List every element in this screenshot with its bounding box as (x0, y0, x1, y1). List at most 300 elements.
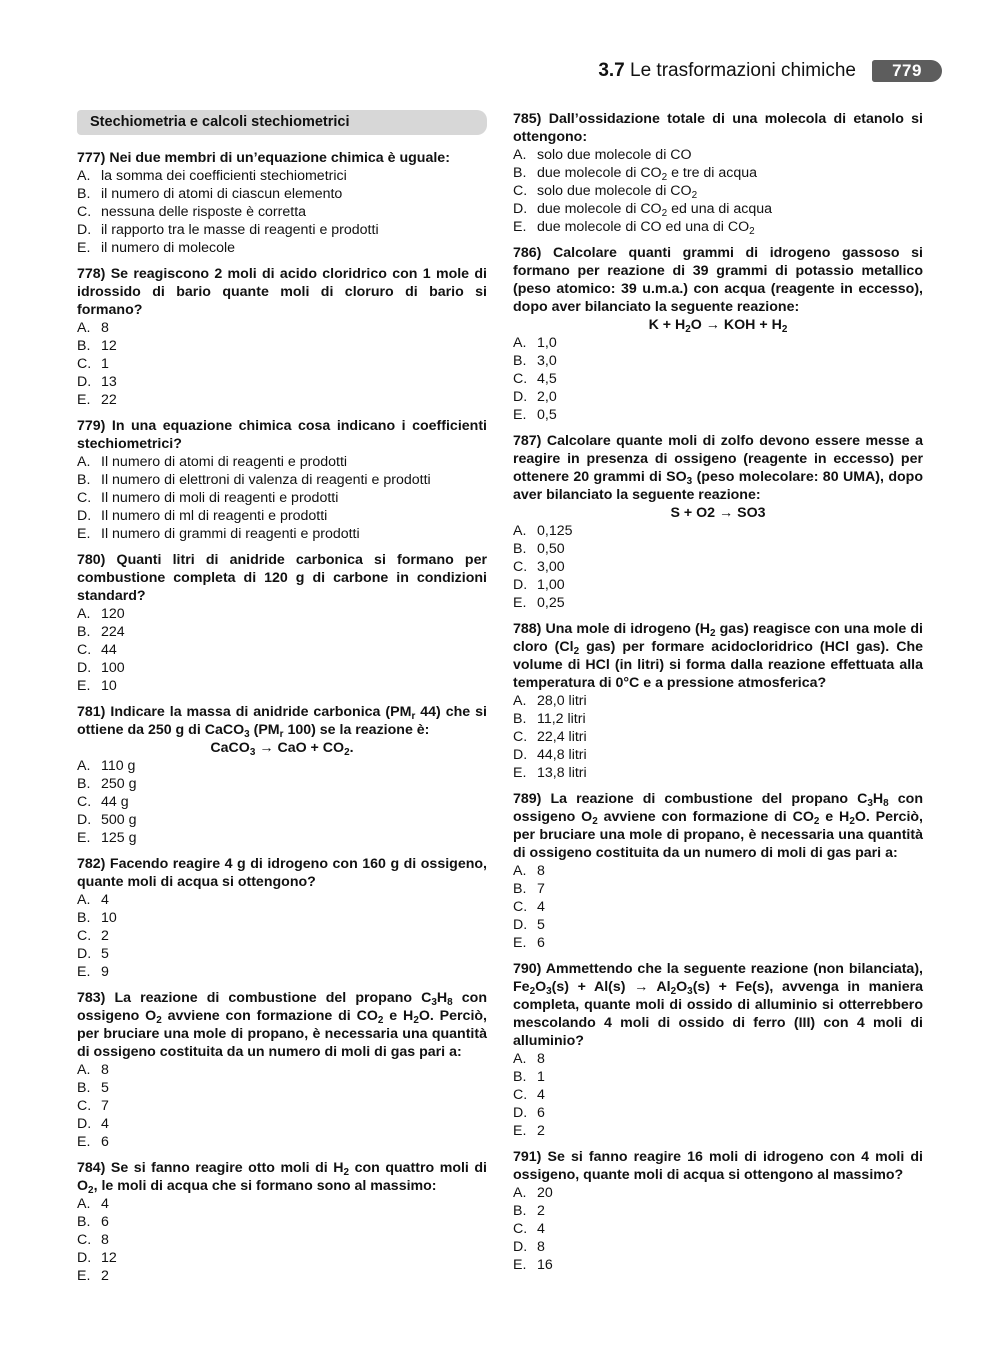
section-title: Stechiometria e calcoli stechiometrici (77, 110, 487, 135)
option-letter: D. (513, 917, 528, 933)
option-text: 2 (101, 1268, 109, 1284)
answer-options (77, 1195, 487, 1285)
option-text: 22,4 litri (537, 729, 587, 745)
option-text: 20 (537, 1185, 553, 1201)
question-body: Indicare la massa di anidride carbonica ($PM_r$ 44) che si ottiene da 250 g di CaCO$_3$ ($PM_r$ 100) se la reazione è: (77, 704, 488, 740)
option-text: il numero di atomi di ciascun elemento (101, 186, 343, 202)
answer-option (513, 352, 923, 370)
option-letter: E. (77, 526, 91, 542)
answer-option (513, 1086, 923, 1104)
option-text: 1,00 (537, 577, 565, 593)
answer-option (77, 453, 487, 471)
option-text: 0,50 (537, 541, 565, 557)
answer-options (513, 1050, 923, 1140)
option-letter: B. (77, 624, 91, 640)
option-letter: C. (513, 371, 528, 387)
option-text: 16 (537, 1257, 553, 1273)
answer-option (77, 829, 487, 847)
answer-option (513, 764, 923, 782)
option-text: 13,8 litri (537, 765, 587, 781)
option-text: 1,0 (537, 335, 557, 351)
option-letter: C. (513, 729, 528, 745)
question-779 (77, 417, 487, 543)
reaction-equation: S + O2 → SO3 (670, 505, 766, 521)
question-text (77, 149, 487, 167)
option-letter: B. (77, 186, 91, 202)
option-letter: E. (513, 219, 527, 235)
option-text: 120 (101, 606, 125, 622)
answer-options (513, 1184, 923, 1274)
answer-option (77, 945, 487, 963)
option-text: il numero di molecole (101, 240, 236, 256)
answer-option (77, 525, 487, 543)
option-letter: B. (77, 1214, 91, 1230)
answer-option (513, 388, 923, 406)
answer-option (77, 1115, 487, 1133)
answer-option (77, 927, 487, 945)
answer-option (77, 605, 487, 623)
question-number: 786) (513, 245, 553, 261)
answer-option (77, 221, 487, 239)
question-body: La reazione di combustione del propano $C_3H_8$ con ossigeno $O_2$ avviene con formazione di $CO_2$ e $H_2O$. Perciò, per bruciare una mole di propano, è necessaria una quantità di ossigeno costituita da un numero di moli di gas pari a: (77, 990, 488, 1060)
answer-option (513, 898, 923, 916)
option-letter: D. (77, 946, 92, 962)
option-letter: E. (77, 678, 91, 694)
question-783 (77, 989, 487, 1151)
answer-option (513, 934, 923, 952)
answer-options (513, 692, 923, 782)
option-letter: D. (513, 389, 528, 405)
question-text (513, 790, 923, 862)
answer-option (77, 337, 487, 355)
option-text: 6 (101, 1134, 109, 1150)
question-782 (77, 855, 487, 981)
answer-options (513, 334, 923, 424)
question-body: Se reagiscono 2 moli di acido cloridrico con 1 mole di idrossido di bario quante moli di cloruro di bario si formano? (77, 266, 487, 318)
answer-option (77, 677, 487, 695)
question-body: La reazione di combustione del propano $C_3H_8$ con ossigeno $O_2$ avviene con formazione di $CO_2$ e $H_2O$. Perciò, per bruciare una mole di propano, è necessaria una quantità di ossigeno costituita da un numero di moli di gas pari a: (513, 791, 924, 861)
option-text: 7 (537, 881, 545, 897)
answer-option (77, 909, 487, 927)
answer-option (77, 373, 487, 391)
answer-option (513, 1104, 923, 1122)
option-letter: B. (513, 165, 527, 181)
option-text: 10 (101, 678, 117, 694)
option-letter: A. (77, 892, 91, 908)
question-body: In una equazione chimica cosa indicano i coefficienti stechiometrici? (77, 418, 487, 452)
answer-option (77, 471, 487, 489)
answer-option (77, 793, 487, 811)
option-letter: E. (513, 1257, 527, 1273)
option-text: 28,0 litri (537, 693, 587, 709)
option-text: solo due molecole di CO (537, 147, 692, 163)
option-letter: B. (77, 472, 91, 488)
answer-option (513, 862, 923, 880)
answer-options (77, 757, 487, 847)
question-body: Calcolare quanti grammi di idrogeno gassoso si formano per reazione di 39 grammi di potassio metallico (peso atomico: 39 u.m.a.) con acqua (reagente in eccesso), dopo aver bilanciato la seguente reazione: (513, 245, 923, 315)
option-text: 4 (101, 1196, 109, 1212)
option-letter: D. (513, 747, 528, 763)
option-letter: A. (77, 320, 91, 336)
answer-option (513, 1122, 923, 1140)
answer-option (77, 891, 487, 909)
page-header (0, 58, 1000, 84)
answer-option (77, 239, 487, 257)
question-text (77, 855, 487, 891)
option-text: 8 (537, 1051, 545, 1067)
option-text: 6 (537, 935, 545, 951)
answer-option (513, 334, 923, 352)
option-text: due molecole di $CO_2$ e tre di acqua (537, 165, 758, 183)
option-text: 8 (101, 320, 109, 336)
answer-option (77, 963, 487, 981)
question-number: 782) (77, 856, 110, 872)
answer-option (513, 1238, 923, 1256)
answer-options (513, 862, 923, 952)
option-text: 4 (537, 1221, 545, 1237)
option-text: 2,0 (537, 389, 557, 405)
option-text: Il numero di elettroni di valenza di reagenti e prodotti (101, 472, 431, 488)
option-letter: C. (77, 794, 92, 810)
answer-option (77, 489, 487, 507)
answer-option (513, 728, 923, 746)
option-text: 44,8 litri (537, 747, 587, 763)
option-text: 0,25 (537, 595, 565, 611)
option-letter: A. (513, 863, 527, 879)
option-letter: C. (513, 183, 528, 199)
question-body: Ammettendo che la seguente reazione (non bilanciata), $Fe_2O_3(s) + Al(s) \to Al_2O_3(s) + Fe(s)$, avvenga in maniera completa, quante moli di ossido di alluminio si otterrebbero mescolando 4 moli di ossido di ferro (III) con 4 moli di alluminio? (513, 961, 923, 1049)
option-letter: C. (77, 490, 92, 506)
option-letter: A. (513, 335, 527, 351)
option-text: 2 (537, 1203, 545, 1219)
option-letter: D. (77, 660, 92, 676)
option-letter: B. (77, 338, 91, 354)
option-letter: A. (513, 147, 527, 163)
option-letter: E. (77, 392, 91, 408)
option-text: nessuna delle risposte è corretta (101, 204, 307, 220)
option-letter: A. (77, 1196, 91, 1212)
option-letter: C. (513, 1221, 528, 1237)
left-column (77, 110, 487, 1293)
option-text: 8 (101, 1232, 109, 1248)
option-letter: A. (77, 1062, 91, 1078)
answer-option (77, 391, 487, 409)
option-text: 9 (101, 964, 109, 980)
question-body: Quanti litri di anidride carbonica si formano per combustione completa di 120 g di carbone in condizioni standard? (77, 552, 487, 604)
answer-option (77, 811, 487, 829)
question-body: Calcolare quante moli di zolfo devono essere messe a reagire in presenza di ossigeno (reagente in eccesso) per ottenere 20 grammi di $SO_3$ (peso molecolare: 80 UMA), dopo aver bilanciato la seguente reazione: (513, 433, 923, 503)
option-letter: A. (513, 1185, 527, 1201)
question-text (77, 1159, 487, 1195)
option-letter: E. (77, 1268, 91, 1284)
option-text: Il numero di atomi di reagenti e prodotti (101, 454, 348, 470)
answer-option (77, 1133, 487, 1151)
question-body: Nei due membri di un’equazione chimica è uguale: (109, 150, 450, 166)
answer-options (77, 1061, 487, 1151)
answer-option (513, 406, 923, 424)
option-letter: A. (513, 693, 527, 709)
option-text: 4 (101, 1116, 109, 1132)
option-text: 12 (101, 338, 117, 354)
question-786 (513, 244, 923, 424)
reaction-equation: CaCO$_3$ → CaO + $CO_2$. (210, 740, 354, 758)
answer-option (77, 757, 487, 775)
option-letter: E. (77, 240, 91, 256)
chapter-heading (598, 58, 856, 84)
option-text: 5 (101, 946, 109, 962)
answer-option (513, 146, 923, 164)
option-text: 3,0 (537, 353, 557, 369)
option-text: 125 g (101, 830, 137, 846)
option-letter: A. (77, 168, 91, 184)
question-text (513, 244, 923, 316)
option-text: la somma dei coefficienti stechiometrici (101, 168, 347, 184)
reaction-equation: $K + H_2O$ → KOH + $H_2$ (648, 317, 788, 335)
question-number: 785) (513, 111, 549, 127)
answer-option (513, 916, 923, 934)
option-text: solo due molecole di $CO_2$ (537, 183, 698, 201)
question-text (513, 960, 923, 1050)
option-letter: C. (513, 559, 528, 575)
option-text: Il numero di grammi di reagenti e prodotti (101, 526, 360, 542)
option-letter: A. (77, 454, 91, 470)
answer-option (77, 1061, 487, 1079)
question-790 (513, 960, 923, 1140)
chapter-title: Le trasformazioni chimiche (630, 60, 856, 81)
option-letter: E. (513, 1123, 527, 1139)
option-letter: D. (513, 201, 528, 217)
option-letter: B. (513, 541, 527, 557)
option-letter: A. (77, 758, 91, 774)
answer-option (513, 522, 923, 540)
option-text: 10 (101, 910, 117, 926)
option-letter: E. (77, 1134, 91, 1150)
option-letter: B. (513, 711, 527, 727)
question-787 (513, 432, 923, 612)
option-letter: C. (77, 1098, 92, 1114)
option-text: Il numero di ml di reagenti e prodotti (101, 508, 328, 524)
option-letter: D. (77, 812, 92, 828)
question-791 (513, 1148, 923, 1274)
answer-option (77, 167, 487, 185)
answer-option (513, 1220, 923, 1238)
answer-option (77, 185, 487, 203)
option-text: 22 (101, 392, 117, 408)
answer-option (77, 623, 487, 641)
option-letter: D. (77, 508, 92, 524)
option-letter: E. (513, 765, 527, 781)
option-letter: D. (513, 1105, 528, 1121)
option-letter: A. (513, 1051, 527, 1067)
option-letter: E. (513, 595, 527, 611)
question-body: Una mole di idrogeno ($H_2$ gas) reagisce con una mole di cloro ($Cl_2$ gas) per formare acidocloridrico (HCl gas). Che volume di HCl (in litri) si forma dalla reazione effettuata alla temperatura di 0°C e a pressione atmosferica? (513, 621, 923, 691)
question-778 (77, 265, 487, 409)
answer-option (77, 355, 487, 373)
option-letter: C. (77, 1232, 92, 1248)
answer-option (77, 1097, 487, 1115)
question-text (513, 432, 923, 504)
option-text: due molecole di $CO_2$ ed una di acqua (537, 201, 773, 219)
answer-option (77, 1249, 487, 1267)
option-letter: C. (513, 1087, 528, 1103)
question-text (513, 1148, 923, 1184)
option-letter: C. (513, 899, 528, 915)
answer-options (77, 319, 487, 409)
question-number: 781) (77, 704, 111, 720)
option-letter: C. (77, 928, 92, 944)
question-number: 778) (77, 266, 111, 282)
question-body: Se si fanno reagire 16 moli di idrogeno con 4 moli di ossigeno, quante moli di acqua si ottengono al massimo? (513, 1149, 923, 1183)
answer-option (513, 540, 923, 558)
answer-options (77, 453, 487, 543)
right-column (513, 110, 923, 1282)
option-letter: E. (513, 407, 527, 423)
option-text: 2 (537, 1123, 545, 1139)
answer-option (513, 594, 923, 612)
option-text: 100 (101, 660, 125, 676)
answer-option (77, 1195, 487, 1213)
answer-option (77, 319, 487, 337)
option-letter: C. (77, 642, 92, 658)
option-text: 250 g (101, 776, 137, 792)
question-text (77, 551, 487, 605)
option-text: 8 (537, 863, 545, 879)
answer-option (513, 558, 923, 576)
question-number: 779) (77, 418, 112, 434)
option-text: 6 (537, 1105, 545, 1121)
option-letter: D. (513, 1239, 528, 1255)
answer-option (513, 182, 923, 200)
answer-option (77, 659, 487, 677)
answer-option (77, 1231, 487, 1249)
option-text: 5 (101, 1080, 109, 1096)
answer-option (513, 692, 923, 710)
question-number: 777) (77, 150, 110, 166)
option-text: 7 (101, 1098, 109, 1114)
answer-option (513, 1202, 923, 1220)
answer-options (77, 891, 487, 981)
question-784 (77, 1159, 487, 1285)
option-text: 44 (101, 642, 117, 658)
question-text (77, 989, 487, 1061)
question-body: Dall’ossidazione totale di una molecola di etanolo si ottengono: (513, 111, 923, 145)
answer-options (513, 522, 923, 612)
answer-option (513, 1256, 923, 1274)
option-text: 500 g (101, 812, 137, 828)
option-text: 1 (101, 356, 109, 372)
option-text: due molecole di CO ed una di $CO_2$ (537, 219, 755, 237)
answer-option (513, 200, 923, 218)
option-letter: E. (77, 830, 91, 846)
option-text: 3,00 (537, 559, 565, 575)
question-777 (77, 149, 487, 257)
option-text: 0,125 (537, 523, 573, 539)
answer-option (513, 746, 923, 764)
question-text (77, 703, 487, 739)
option-text: 4,5 (537, 371, 557, 387)
answer-option (513, 218, 923, 236)
chapter-number: 3.7 (598, 60, 625, 81)
question-body: Facendo reagire 4 g di idrogeno con 160 g di ossigeno, quante moli di acqua si ottengono? (77, 856, 487, 890)
option-text: 4 (537, 899, 545, 915)
option-letter: B. (77, 910, 91, 926)
option-letter: D. (513, 577, 528, 593)
answer-option (77, 1213, 487, 1231)
answer-option (513, 576, 923, 594)
option-text: 8 (537, 1239, 545, 1255)
question-780 (77, 551, 487, 695)
answer-option (513, 1050, 923, 1068)
question-number: 790) (513, 961, 546, 977)
answer-option (513, 880, 923, 898)
answer-option (77, 775, 487, 793)
option-letter: D. (77, 1116, 92, 1132)
answer-option (77, 507, 487, 525)
option-text: 1 (537, 1069, 545, 1085)
answer-options (513, 146, 923, 236)
answer-option (513, 164, 923, 182)
answer-options (77, 605, 487, 695)
question-number: 789) (513, 791, 551, 807)
question-number: 783) (77, 990, 115, 1006)
answer-option (77, 1079, 487, 1097)
question-number: 784) (77, 1160, 111, 1176)
answer-option (513, 370, 923, 388)
option-text: 0,5 (537, 407, 557, 423)
answer-option (513, 1184, 923, 1202)
question-785 (513, 110, 923, 236)
option-letter: B. (513, 353, 527, 369)
question-number: 787) (513, 433, 547, 449)
option-letter: D. (77, 1250, 92, 1266)
question-789 (513, 790, 923, 952)
option-text: 2 (101, 928, 109, 944)
option-letter: D. (77, 222, 92, 238)
option-text: il rapporto tra le masse di reagenti e prodotti (101, 222, 379, 238)
option-text: 6 (101, 1214, 109, 1230)
option-letter: A. (513, 523, 527, 539)
question-text (513, 620, 923, 692)
question-text (513, 110, 923, 146)
option-text: 8 (101, 1062, 109, 1078)
answer-option (513, 710, 923, 728)
answer-option (77, 203, 487, 221)
option-text: 44 g (101, 794, 129, 810)
option-text: Il numero di moli di reagenti e prodotti (101, 490, 339, 506)
option-text: 12 (101, 1250, 117, 1266)
question-text (77, 417, 487, 453)
question-body: Se si fanno reagire otto moli di $H_2$ con quattro moli di $O_2$, le moli di acqua che si formano sono al massimo: (77, 1160, 487, 1196)
option-text: 11,2 litri (537, 711, 586, 727)
page-number: 779 (872, 60, 942, 82)
option-letter: E. (77, 964, 91, 980)
answer-option (513, 1068, 923, 1086)
option-text: 4 (101, 892, 109, 908)
question-781 (77, 703, 487, 847)
question-number: 780) (77, 552, 117, 568)
answer-options (77, 167, 487, 257)
option-letter: E. (513, 935, 527, 951)
option-letter: A. (77, 606, 91, 622)
answer-option (77, 641, 487, 659)
question-number: 791) (513, 1149, 548, 1165)
option-letter: B. (77, 776, 91, 792)
option-letter: B. (77, 1080, 91, 1096)
option-text: 4 (537, 1087, 545, 1103)
option-letter: B. (513, 1069, 527, 1085)
answer-option (77, 1267, 487, 1285)
option-text: 224 (101, 624, 125, 640)
